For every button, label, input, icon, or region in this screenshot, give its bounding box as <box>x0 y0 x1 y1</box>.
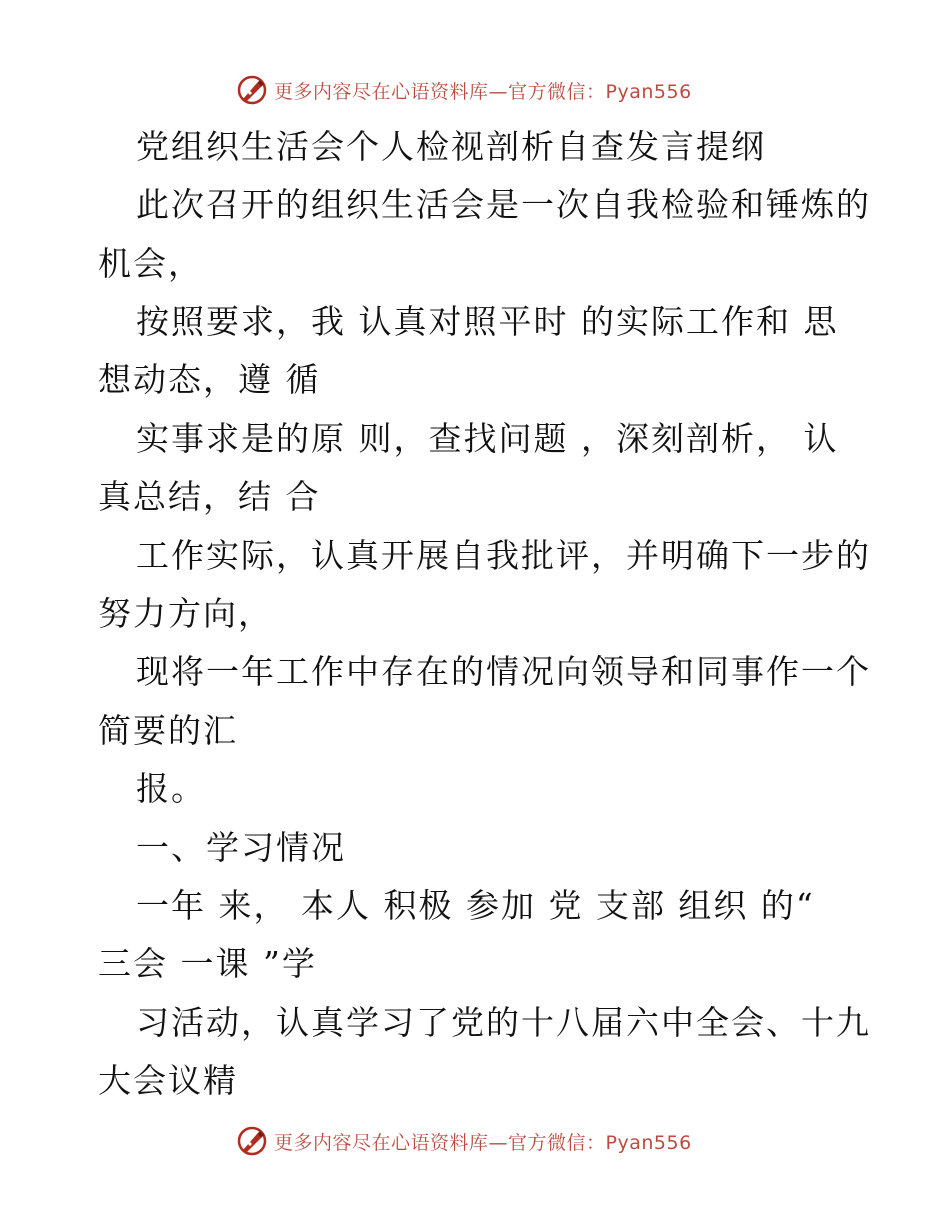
text-line: 实事求是的原 则，查找问题 ，深刻剖析， 认 <box>136 419 839 458</box>
pen-nib-logo-icon <box>236 74 268 106</box>
text-line: 此次召开的组织生活会是一次自我检验和锤炼的 <box>136 185 871 224</box>
text-line: 习活动，认真学习了党的十八届六中全会、十九 <box>136 1003 871 1042</box>
section-heading: 一、学习情况 <box>136 828 346 867</box>
text-line: 真总结，结 合 <box>98 477 321 516</box>
text-line: 简要的汇 <box>98 711 238 750</box>
footer-watermark <box>236 1124 692 1158</box>
watermark-text: 更多内容尽在心语资料库—官方微信：Pyan556 <box>274 1131 692 1154</box>
text-line: 机会， <box>98 244 203 283</box>
text-line: 努力方向， <box>98 594 273 633</box>
text-line: 现将一年工作中存在的情况向领导和同事作一个 <box>136 652 871 691</box>
text-line: 工作实际，认真开展自我批评，并明确下一步的 <box>136 536 871 575</box>
text-line: 大会议精 <box>98 1061 238 1100</box>
text-line: 报。 <box>136 769 206 808</box>
document-title: 党组织生活会个人检视剖析自查发言提纲 <box>136 127 766 166</box>
text-line: 一年 来， 本人 积极 参加 党 支部 组织 的“ <box>136 886 815 925</box>
header-watermark <box>236 73 692 107</box>
text-line: 三会 一课 ”学 <box>98 944 317 983</box>
text-line: 想动态，遵 循 <box>98 360 321 399</box>
watermark-text: 更多内容尽在心语资料库—官方微信：Pyan556 <box>274 80 692 103</box>
text-line: 按照要求，我 认真对照平时 的实际工作和 思 <box>136 302 839 341</box>
pen-nib-logo-icon <box>236 1125 268 1157</box>
